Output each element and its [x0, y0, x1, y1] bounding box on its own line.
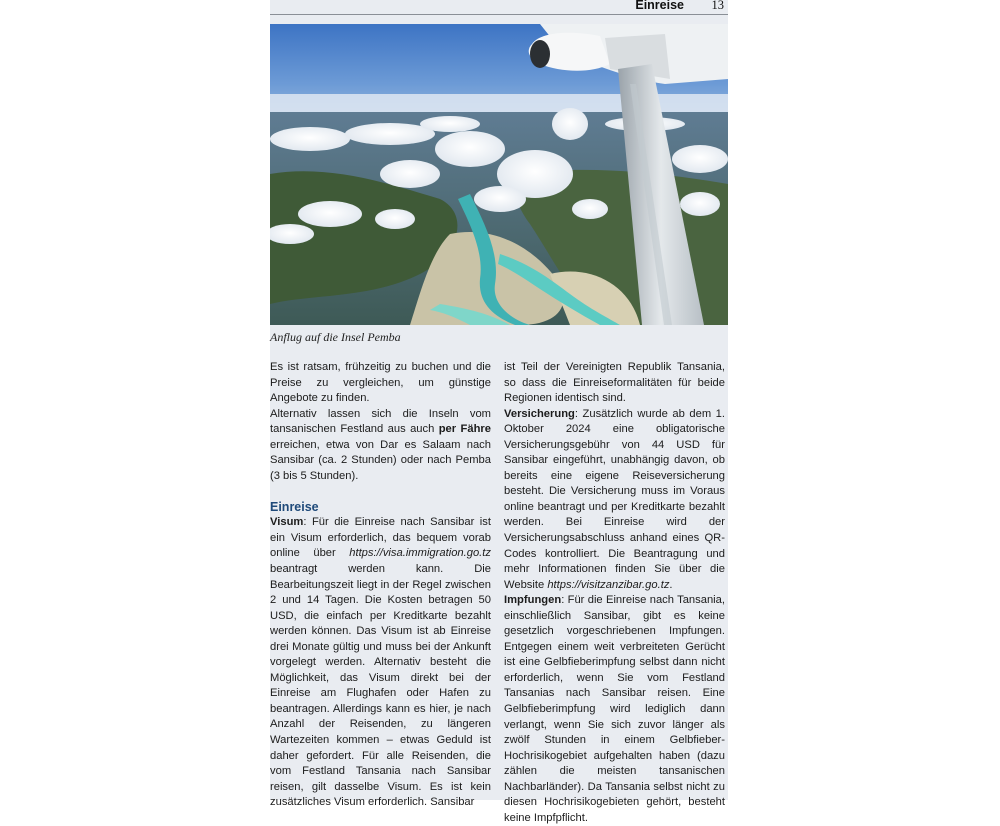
running-header [270, 0, 728, 15]
emphasis: per Fähre [438, 423, 491, 436]
text: erreichen, etwa von Dar es Salaam nach Sansibar (ca. 2 Stunden) oder nach Pemba (3 bis 5 Stunden). [270, 438, 491, 482]
aerial-island-photo-icon [270, 24, 728, 325]
url-link: https://visa.immigration.go.tz [349, 547, 491, 560]
paragraph [504, 407, 725, 594]
text: Alternativ lassen sich die Inseln vom tansanischen Festland aus auch [270, 407, 491, 436]
paragraph: ist Teil der Vereinigten Republik Tansania, so dass die Einreiseformalitäten für beide Regionen identisch sind. [504, 361, 725, 405]
photo-caption: Anflug auf die Insel Pemba [270, 330, 401, 344]
term-label: Visum [270, 516, 304, 529]
aerial-photo [270, 24, 728, 325]
section-title: Einreise [635, 0, 684, 12]
book-page [270, 0, 728, 824]
text: : Zusätzlich wurde ab dem 1. Oktober 2024 eine obligatorische Versicherungsgebühr von 44 USD für Sansibar eingeführt, unabhängig davon, ob bereits eine eigene Reiseversicherung besteht. Die Versicherung muss im Voraus online beantragt und per Kreditkarte bezahlt werden. Bei Einreise wird der Versicherungsabschluss anhand eines QR-Codes kontrolliert. Die Beantragung und mehr Informationen finden Sie über die Website [504, 407, 725, 591]
page-number: 13 [711, 0, 724, 12]
text: : Für die Einreise nach Sansibar ist ein Visum erforderlich, das bequem vorab online über [270, 516, 491, 560]
text: beantragt werden kann. Die Bearbeitungszeit liegt in der Regel zwischen 2 und 14 Tagen. Die Kosten betragen 50 USD, die einfach per Kreditkarte bezahlt werden können. Das Visum ist ab Einreise drei Monate gültig und muss bei der Ankunft vorgelegt werden. Alternativ besteht die Möglichkeit, das Visum direkt bei der Einreise am Flughafen oder Hafen zu beantragen. Allerdings kann es hier, je nach Anzahl der Reisenden, zu längeren Wartezeiten kommen – etwas Geduld ist daher gefordert. Für alle Reisenden, die vom Festland Tansania nach Sansibar reisen, gilt dasselbe Visum. Es ist kein zusätzliches Visum erforderlich. Sansibar [270, 563, 491, 809]
text: . [669, 578, 673, 591]
url-link: https://visitzanzibar.go.tz [547, 578, 670, 591]
term-label: Impfungen [504, 594, 562, 607]
text: : Für die Einreise nach Tansania, einschließlich Sansibar, gibt es keine gesetzlich vorgeschriebenen Impfungen. Entgegen einem weit verbreiteten Gerücht ist eine Gelbfieberimpfung selbst dann nicht erforderlich, wenn Sie vom Festland Tansanias nach Sansibar reisen. Eine Gelbfieberimpfung wird lediglich dann verlangt, wenn Sie sich zuvor länger als zwölf Stunden in einem Gelbfieber-Hochrisikogebiet aufgehalten haben (dazu zählen die meisten tansanischen Nachbarländer). Da Tansania selbst nicht zu diesen Hochrisikogebieten gehört, besteht keine Impfpflicht. [504, 594, 725, 824]
paragraph [270, 407, 491, 485]
term-label: Versicherung [504, 407, 575, 420]
paragraph [270, 515, 491, 810]
text-column-right [504, 360, 725, 826]
paragraph [504, 593, 725, 826]
section-heading: Einreise [270, 500, 319, 515]
paragraph: Es ist ratsam, frühzeitig zu buchen und die Preise zu vergleichen, um günstige Angebote zu finden. [270, 361, 491, 405]
text-column-left [270, 360, 491, 811]
